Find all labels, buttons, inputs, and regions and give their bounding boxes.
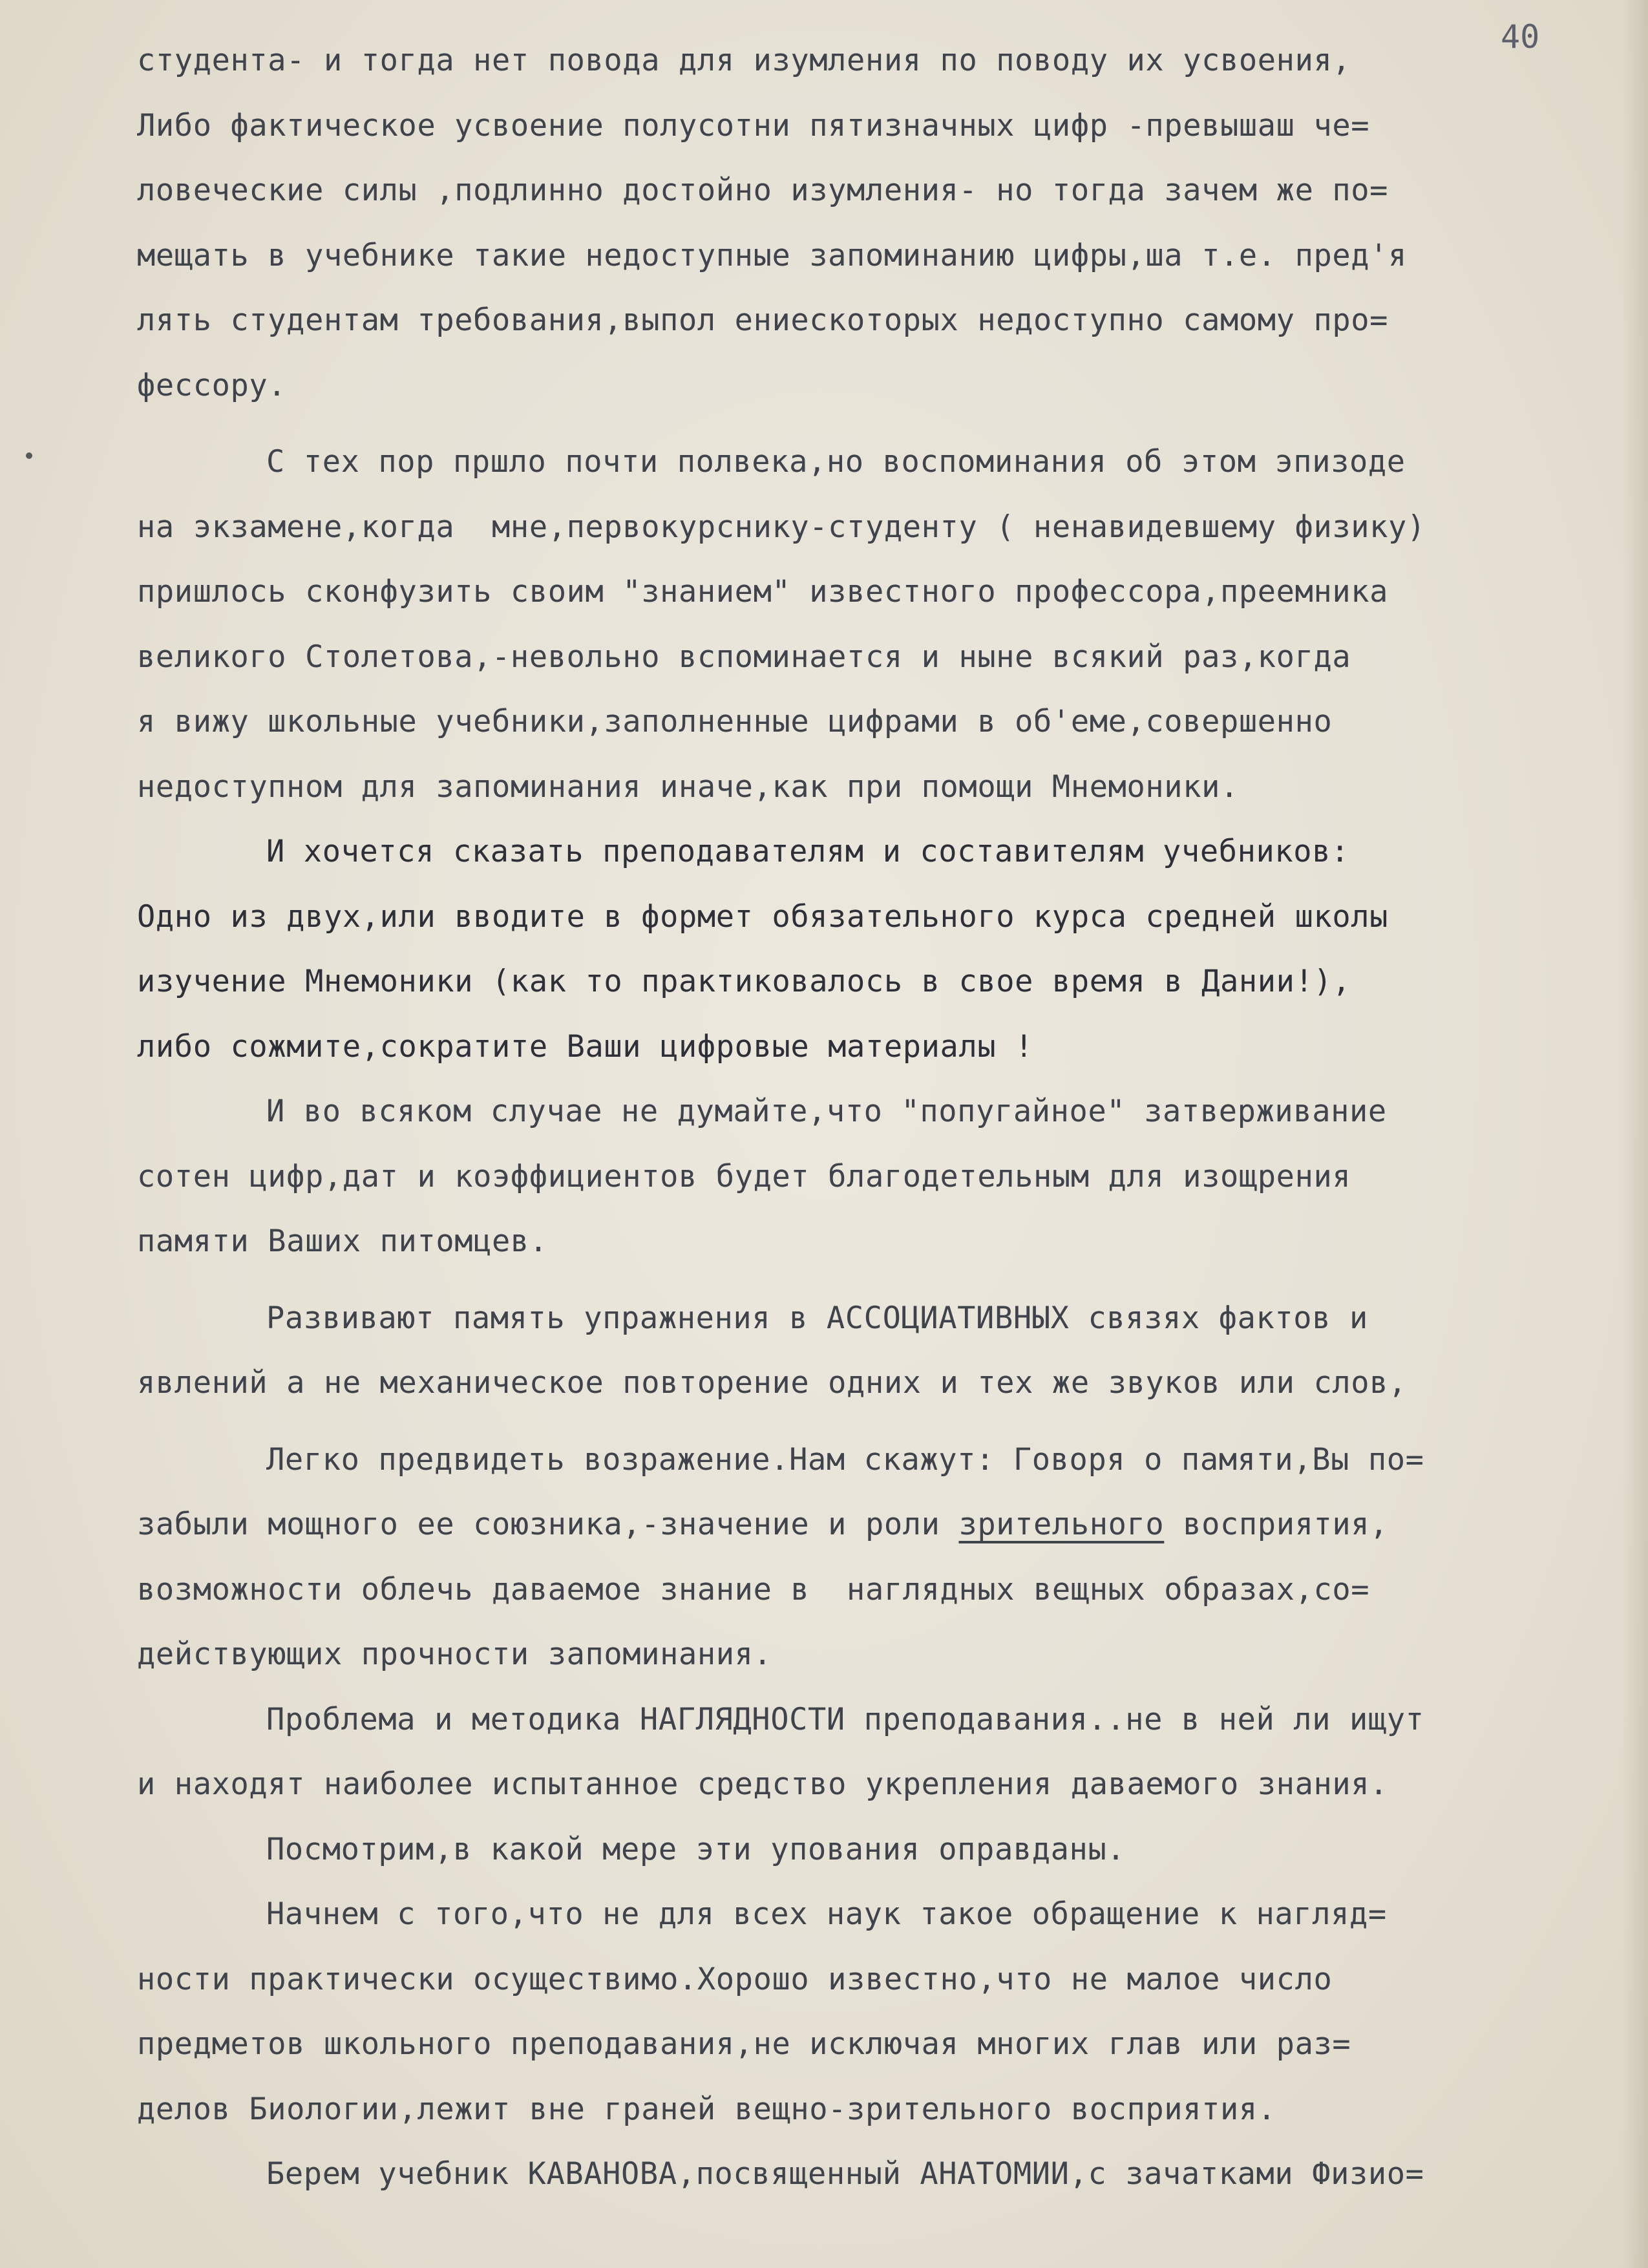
text-line [137, 1492, 1623, 1558]
text-line: И хочется сказать преподавателям и составителям учебников: [266, 834, 1349, 869]
text-line: Одно из двух,или вводите в формет обязательного курса средней школы [137, 898, 1389, 935]
text-line: Начнем с того,что не для всех наук такое обращение к нагляд= [266, 1896, 1387, 1932]
typed-text-body [137, 28, 1623, 2207]
text-line: возможности облечь даваемое знание в наглядных вещных образах,со= [137, 1571, 1370, 1607]
text-line: Посмотрим,в какой мере эти упования оправданы. [266, 1831, 1126, 1867]
text-line: мещать в учебнике такие недоступные запоминанию цифры,ша т.е. пред'я [137, 237, 1407, 273]
text-fragment: забыли мощного ее союзника,-значение и роли [137, 1507, 940, 1542]
text-line: С тех пор пршло почти полвека,но воспоминания об этом эпизоде [266, 444, 1406, 480]
text-line: изучение Мнемоники (как то практиковалось в свое время в Дании!), [137, 964, 1351, 999]
text-line: великого Столетова,-невольно вспоминается и ныне всякий раз,когда [137, 639, 1351, 675]
text-line: предметов школьного преподавания,не исключая многих глав или раз= [137, 2026, 1351, 2062]
text-line: памяти Ваших питомцев. [137, 1224, 548, 1259]
text-line: делов Биологии,лежит вне граней вещно-зрительного восприятия. [137, 2091, 1276, 2127]
text-line: ности практически осуществимо.Хорошо известно,что не малое число [137, 1961, 1333, 1997]
text-line: недоступном для запоминания иначе,как при помощи Мнемоники. [137, 768, 1239, 805]
text-line: я вижу школьные учебники,заполненные цифрами в об'еме,совершенно [137, 704, 1333, 739]
text-line: Развивают память упражнения в АССОЦИАТИВНЫХ связях фактов и [266, 1300, 1368, 1336]
text-line: Проблема и методика НАГЛЯДНОСТИ преподавания..не в ней ли ищут [266, 1701, 1424, 1737]
text-line: Легко предвидеть возражение.Нам скажут: Говоря о памяти,Вы по= [266, 1441, 1424, 1478]
page-number: 40 [1501, 18, 1540, 56]
text-line: фессору. [137, 367, 287, 403]
underlined-word: зрительного [958, 1507, 1165, 1542]
text-line: действующих прочности запоминания. [137, 1637, 772, 1672]
page-edge-shadow [1622, 0, 1648, 2268]
text-line: Либо фактическое усвоение полусотни пятизначных цифр -превышаш че= [137, 107, 1370, 143]
text-line: сотен цифр,дат и коэффициентов будет благодетельным для изощрения [137, 1158, 1351, 1194]
text-line: ловеческие силы ,подлинно достойно изумления- но тогда зачем же по= [137, 173, 1389, 208]
text-line: лять студентам требования,выпол ениескоторых недоступно самому про= [137, 302, 1389, 338]
text-line: либо сожмите,сократите Ваши цифровые материалы ! [137, 1028, 1034, 1065]
text-line: И во всяком случае не думайте,что "попугайное" затверживание [266, 1094, 1387, 1129]
text-line: на экзамене,когда мне,первокурснику-студенту ( ненавидевшему физику) [137, 509, 1426, 545]
text-fragment: восприятия, [1164, 1507, 1389, 1542]
text-line: студента- и тогда нет повода для изумления по поводу их усвоения, [137, 43, 1351, 78]
text-line: Берем учебник КАВАНОВА,посвященный АНАТОМИИ,с зачатками Физио= [266, 2156, 1424, 2192]
text-line: и находят наиболее испытанное средство укрепления даваемого знания. [137, 1766, 1389, 1802]
text-line: явлений а не механическое повторение одних и тех же звуков или слов, [137, 1365, 1407, 1401]
margin-ink-dot [26, 452, 32, 459]
text-line: пришлось сконфузить своим "знанием" известного профессора,преемника [137, 574, 1389, 609]
